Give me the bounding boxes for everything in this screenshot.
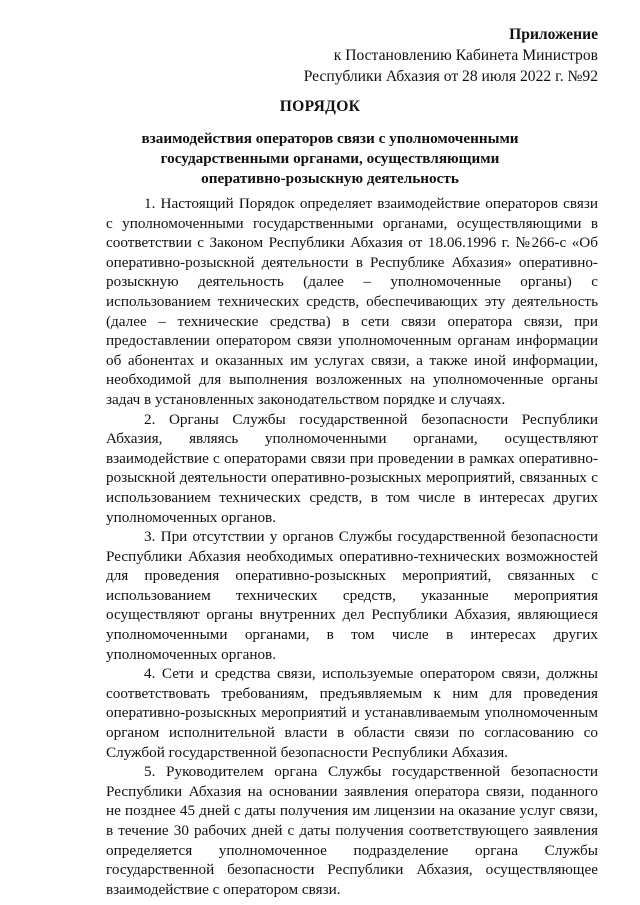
document-title: ПОРЯДОК xyxy=(279,98,361,115)
paragraph-4: 4. Сети и средства связи, используемые оператором связи, должны соответствовать требованиям, предъявляемым к ним для проведения оперативно-розыскных мероприятий и устанавливаемым уполномоченным органом исполнительной власти в области связи по согласованию со Службой государственной безопасности Республики Абхазия. xyxy=(106,665,598,761)
paragraph-5: 5. Руководителем органа Службы государственной безопасности Республики Абхазия на основании заявления оператора связи, поданного не позднее 45 дней с даты получения им лицензии на оказание услуг связи, в течение 30 рабочих дней с даты получения соответствующего заявления определяется уполномоченное подразделение органа Службы государственной безопасности Республики Абхазия, осуществляющее взаимодействие с оператором связи. xyxy=(106,763,598,898)
document-body xyxy=(106,194,598,899)
paragraph-3: 3. При отсутствии у органов Службы государственной безопасности Республики Абхазия необходимых оперативно-технических возможностей для проведения оперативно-розыскных мероприятий, связанных с использованием технических средств, указанные мероприятия осуществляют органы внутренних дел Республики Абхазия, являющиеся уполномоченными органами, в том числе в интересах других уполномоченных органов. xyxy=(106,528,598,663)
paragraph-2: 2. Органы Службы государственной безопасности Республики Абхазия, являясь уполномоченными органами, осуществляют взаимодействие с операторами связи при проведении в рамках оперативно-розыскной деятельности оперативно-розыскных мероприятий, связанных с использованием технических средств, в том числе в интересах других уполномоченных органов. xyxy=(106,410,598,526)
appendix-header xyxy=(304,24,598,87)
appendix-label: Приложение xyxy=(509,26,598,43)
subtitle-line: оперативно-розыскную деятельность xyxy=(201,170,459,187)
appendix-date: Республики Абхазия от 28 июля 2022 г. №92 xyxy=(303,68,598,85)
paragraph-1: 1. Настоящий Порядок определяет взаимодействие операторов связи с уполномоченными государственными органами, осуществляющими в соответствии с Законом Республики Абхазия от 18.06.1996 г. №266-с «Об оперативно-розыскной деятельности в Республике Абхазия» оперативно-розыскную деятельность (далее – уполномоченные органы) с использованием технических средств, обеспечивающих эту деятельность (далее – технические средства) в сети связи оператора связи, при предоставлении оператором связи уполномоченным органам информации об абонентах и оказанных им услугах связи, а также иной информации, необходимой для выполнения возложенных на уполномоченные органы задач в установленных законодательством порядке и случаях. xyxy=(106,195,598,408)
document-subtitle xyxy=(120,129,540,189)
subtitle-line: государственными органами, осуществляющими xyxy=(160,150,500,167)
appendix-reference: к Постановлению Кабинета Министров xyxy=(333,47,598,64)
subtitle-line: взаимодействия операторов связи с уполномоченными xyxy=(141,130,519,147)
